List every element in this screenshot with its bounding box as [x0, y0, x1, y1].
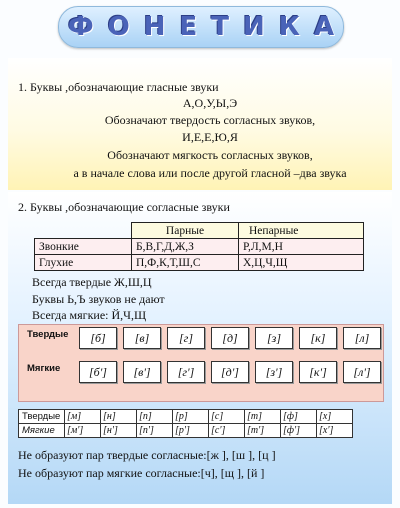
- table-cell: [н]: [101, 410, 137, 424]
- footer-soft-note: Не образуют пар мягкие согласные:[ч], [щ ], [й ]: [18, 466, 265, 480]
- vowels-hard: А,О,У,Ы,Э: [182, 96, 238, 110]
- consonants-table: [34, 222, 364, 271]
- table-row: [19, 424, 353, 438]
- table-cell: П,Ф,К,Т,Ш,С: [132, 255, 239, 271]
- table-cell: Р,Л,М,Н: [239, 239, 364, 255]
- table-cell: [н']: [101, 424, 137, 438]
- hard-sound-cell: [л]: [343, 327, 381, 349]
- table-cell: [с']: [209, 424, 245, 438]
- table-cell: [35, 223, 132, 239]
- hard-label: Твердые: [27, 329, 69, 340]
- vowels-soft-desc: Обозначают мягкость согласных звуков,: [107, 148, 313, 162]
- table-cell: [п]: [137, 410, 173, 424]
- table-cell: Звонкие: [35, 239, 132, 255]
- table-cell: [м]: [65, 410, 101, 424]
- table-row: [35, 239, 364, 255]
- note-always-hard: Всегда твердые Ж,Ш,Ц: [32, 275, 152, 289]
- table-header-paired: Парные: [132, 223, 239, 239]
- soft-sound-cell: [б']: [79, 361, 117, 383]
- soft-label: Мягкие: [27, 363, 61, 374]
- hard-sound-cell: [д]: [211, 327, 249, 349]
- soft-sound-cell: [к']: [299, 361, 337, 383]
- table-cell: [м']: [65, 424, 101, 438]
- table-cell: Х,Ц,Ч,Щ: [239, 255, 364, 271]
- table-cell: [р']: [173, 424, 209, 438]
- table-cell: [ф]: [281, 410, 317, 424]
- soft-sound-cell: [д']: [211, 361, 249, 383]
- hard-sound-cell: [к]: [299, 327, 337, 349]
- hard-sound-cell: [б]: [79, 327, 117, 349]
- table-cell: [т]: [245, 410, 281, 424]
- table-cell: [р]: [173, 410, 209, 424]
- note-signs: Буквы Ь,Ъ звуков не дают: [32, 292, 165, 306]
- footer-hard-note: Не образуют пар твердые согласные:[ж ], [ш ], [ц ]: [18, 448, 276, 462]
- table-row: [35, 255, 364, 271]
- hard-sound-cell: [г]: [167, 327, 205, 349]
- sonorant-table: [18, 409, 353, 438]
- vowels-hard-desc: Обозначают твердость согласных звуков,: [104, 113, 316, 127]
- table-cell: [ф']: [281, 424, 317, 438]
- note-always-soft: Всегда мягкие: Й,Ч,Щ: [32, 308, 147, 322]
- section1-heading: 1. Буквы ,обозначающие гласные звуки: [18, 80, 219, 94]
- page-title: ФОНЕТИКА: [67, 12, 349, 42]
- table-header-unpaired: Непарные: [239, 223, 364, 239]
- table-cell: [х]: [317, 410, 353, 424]
- section2-heading: 2. Буквы ,обозначающие согласные звуки: [18, 200, 230, 214]
- hard-sound-cell: [з]: [255, 327, 293, 349]
- table-cell: [п']: [137, 424, 173, 438]
- vowels-soft-note: а в начале слова или после другой гласной –два звука: [73, 166, 347, 180]
- soft-sound-cell: [л']: [343, 361, 381, 383]
- hard-label: Твердые: [19, 410, 65, 424]
- soft-label: Мягкие: [19, 424, 65, 438]
- table-cell: [т']: [245, 424, 281, 438]
- table-cell: Глухие: [35, 255, 132, 271]
- hard-sound-cell: [в]: [123, 327, 161, 349]
- table-header-row: [35, 223, 364, 239]
- table-row: [19, 410, 353, 424]
- paired-sounds-box: [18, 324, 384, 402]
- title-banner: [58, 6, 349, 48]
- vowels-soft: И,Е,Е,Ю,Я: [182, 130, 238, 144]
- soft-sound-cell: [г']: [167, 361, 205, 383]
- soft-sound-cell: [в']: [123, 361, 161, 383]
- table-cell: [х']: [317, 424, 353, 438]
- soft-sound-cell: [з']: [255, 361, 293, 383]
- table-cell: Б,В,Г,Д,Ж,З: [132, 239, 239, 255]
- table-cell: [с]: [209, 410, 245, 424]
